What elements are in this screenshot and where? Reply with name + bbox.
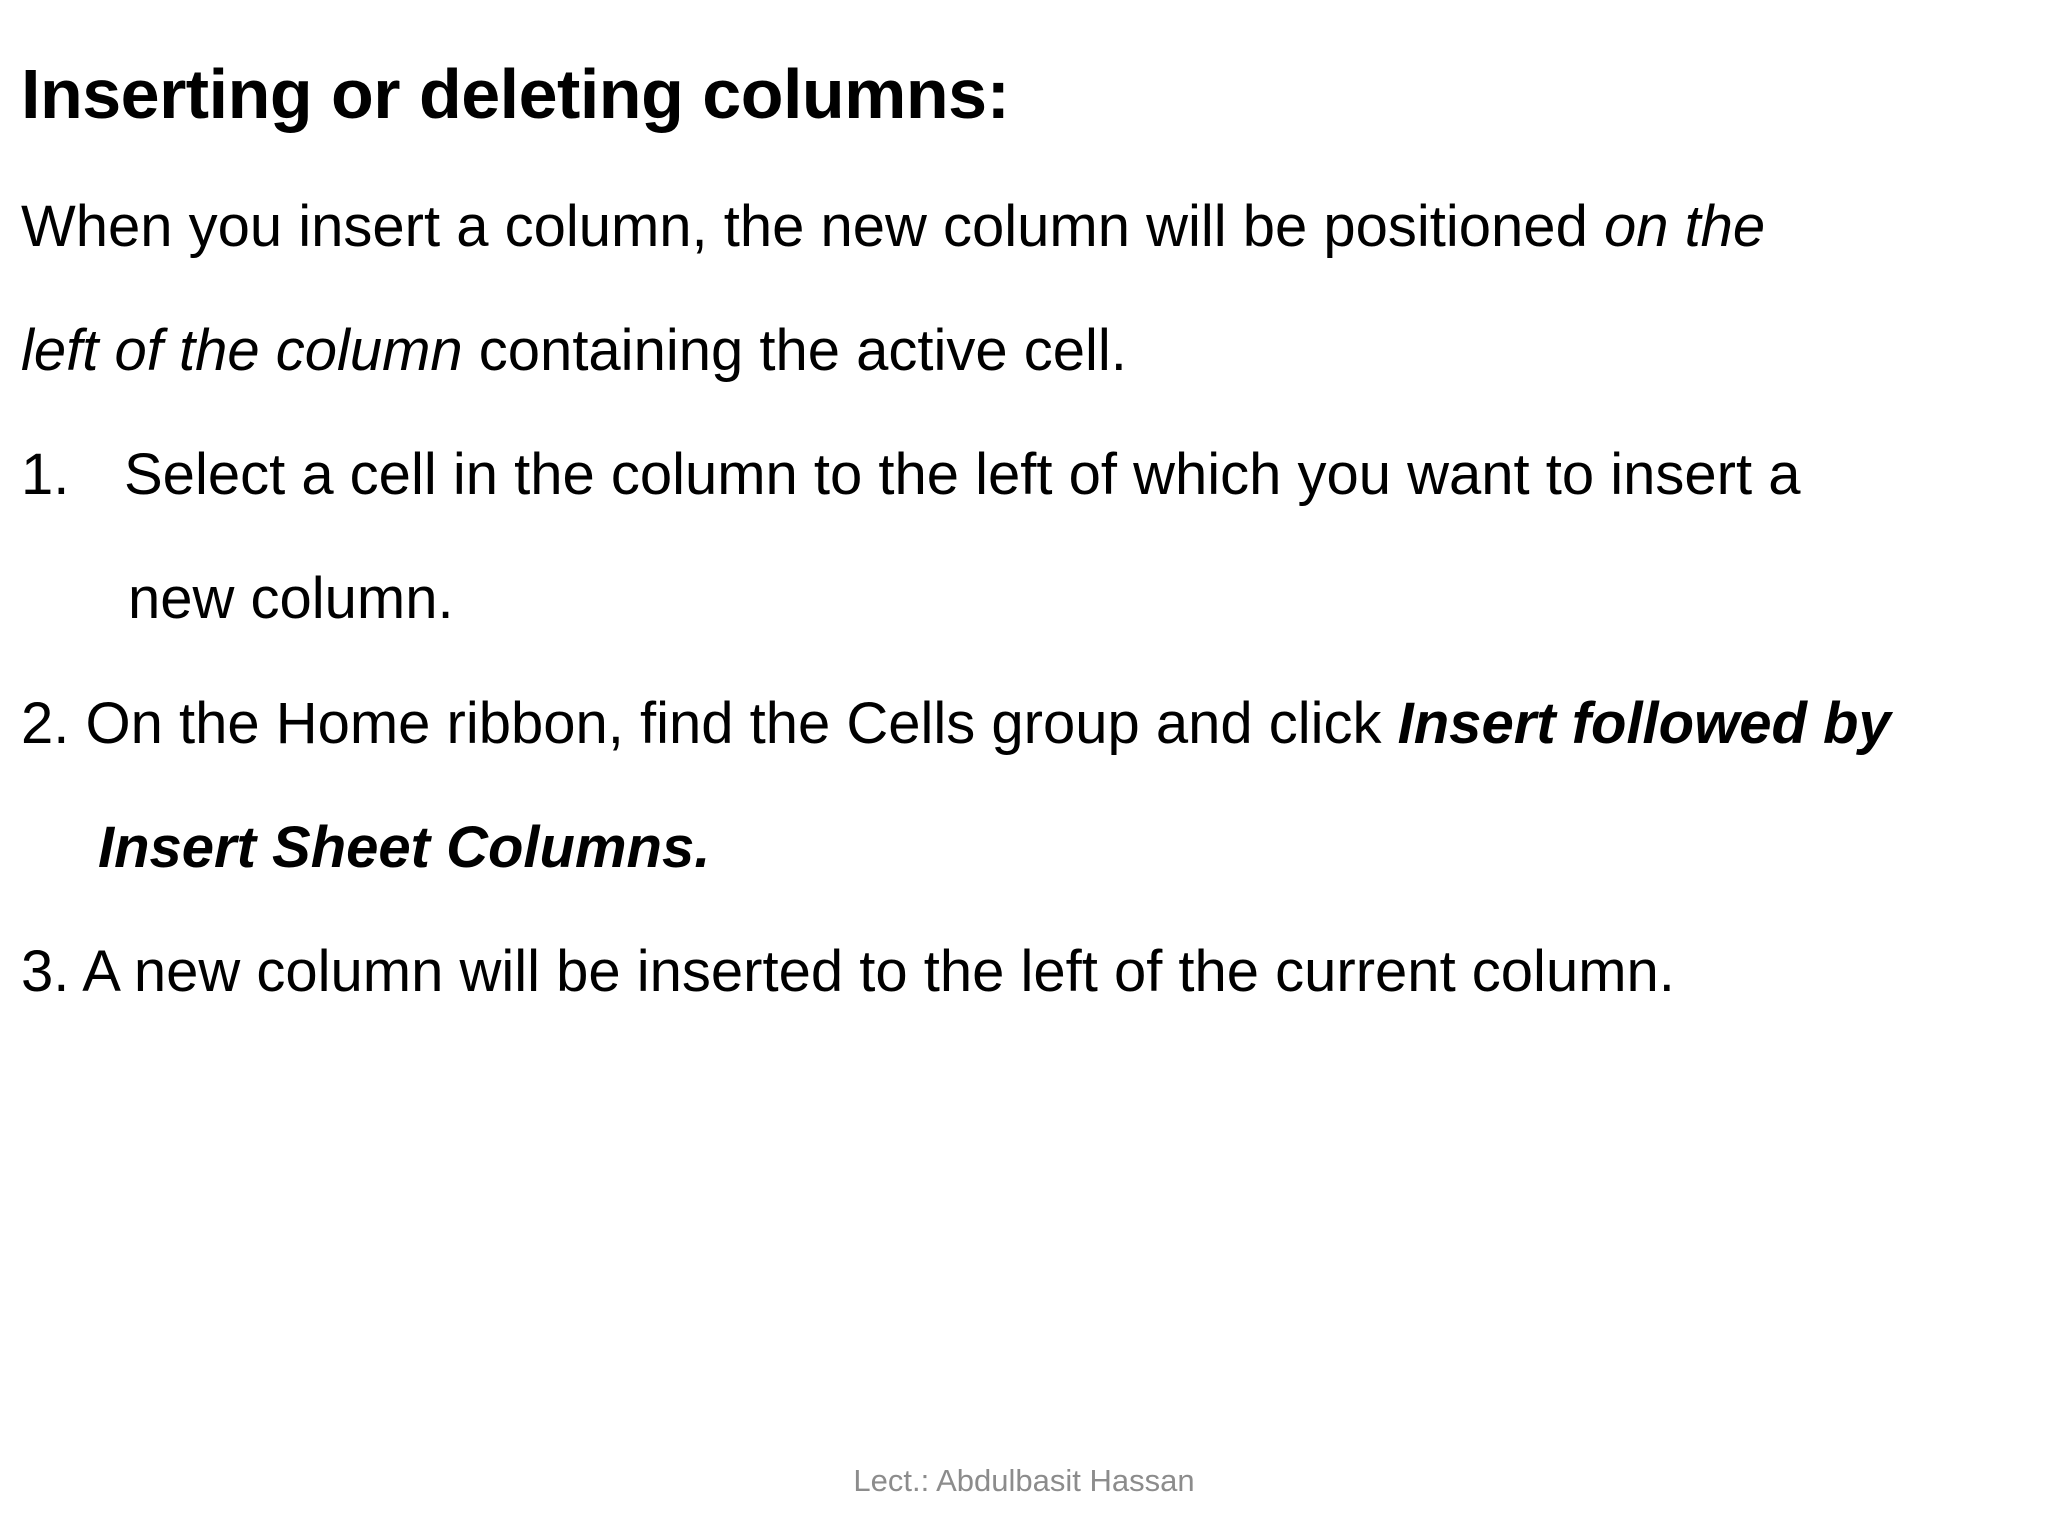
step-3-line-1: [21, 937, 1675, 1007]
step-2-command-continued: Insert Sheet Columns.: [98, 815, 711, 880]
step-3-number: 3.: [21, 939, 70, 1004]
step-2-number: 2.: [21, 691, 70, 756]
step-1-line-1: [21, 440, 1800, 510]
step-1-number: 1.: [21, 442, 70, 507]
step-2-command: Insert followed by: [1397, 691, 1891, 756]
step-1-text: Select a cell in the column to the left of which you want to insert a: [124, 442, 1801, 507]
step-2-text: On the Home ribbon, find the Cells group and click: [69, 691, 1398, 756]
intro-line-1: [21, 192, 1765, 262]
step-2-line-1: [21, 689, 1891, 759]
step-3-text: A new column will be inserted to the left of the current column.: [69, 939, 1675, 1004]
intro-text-continued: containing the active cell.: [462, 318, 1127, 383]
intro-text: When you insert a column, the new column will be positioned: [21, 194, 1604, 259]
intro-emphasis-continued: left of the column: [21, 318, 463, 383]
slide-title: Inserting or deleting columns:: [21, 55, 1010, 133]
step-2-line-2: [98, 813, 710, 883]
slide-footer: Lect.: Abdulbasit Hassan: [853, 1463, 1195, 1498]
step-1-line-2: [128, 564, 454, 634]
intro-emphasis: on the: [1603, 194, 1766, 259]
step-1-text-continued: new column.: [128, 566, 454, 631]
intro-line-2: [21, 316, 1127, 386]
